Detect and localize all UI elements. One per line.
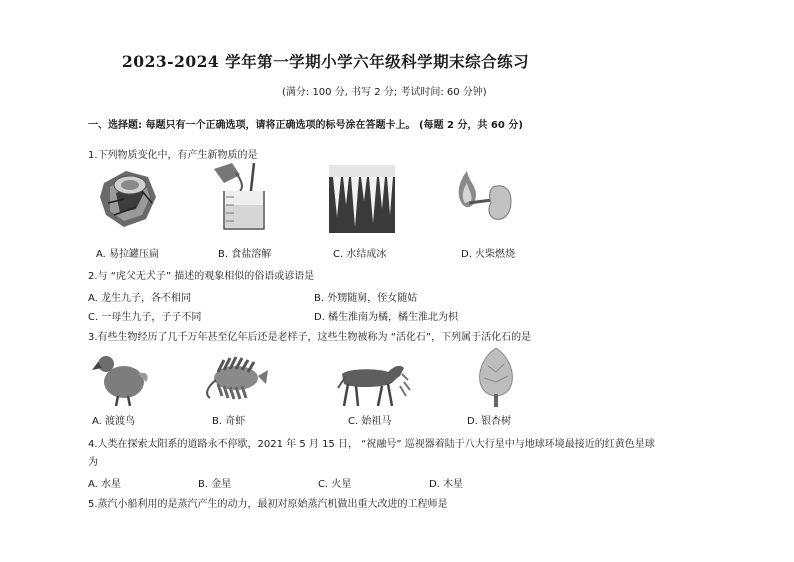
question-2-stem: 2.与 “虎父无犬子” 描述的观象相似的俗语或谚语是	[88, 271, 315, 282]
q2-option-a: A. 龙生九子，各不相同	[88, 293, 192, 304]
q3-option-d: D. 银杏树	[467, 416, 512, 427]
q2-option-c: C. 一母生九子，子子不同	[88, 312, 202, 323]
question-5-stem: 5.蒸汽小船利用的是蒸汽产生的动力，最初对原始蒸汽机做出重大改进的工程师是	[88, 499, 448, 510]
q1-option-d: D. 火柴燃烧	[461, 249, 516, 260]
q4-option-c: C. 火星	[318, 479, 352, 490]
exam-info: (满分: 100 分, 书写 2 分; 考试时间: 60 分钟)	[282, 87, 487, 98]
question-3-stem: 3.有些生物经历了几千万年甚至亿年后还是老样子，这些生物被称为 “活化石”，下列属于活化石的是	[88, 332, 532, 343]
question-4-stem: 4.人类在探索太阳系的道路永不停歇，2021 年 5 月 15 日， “祝融号” 巡视器着陆于八大行星中与地球环境最接近的红黄色星球	[88, 439, 655, 450]
page-title: 2023-2024 学年第一学期小学六年级科学期末综合练习	[122, 52, 530, 71]
dodo-bird-icon	[92, 346, 152, 408]
crushed-can-icon	[96, 163, 162, 233]
q3-option-b: B. 奇虾	[212, 416, 246, 427]
salt-dissolving-icon	[210, 161, 272, 233]
q1-option-b: B. 食盐溶解	[218, 249, 272, 260]
question-4-stem-cont: 为	[88, 457, 98, 468]
q2-option-d: D. 橘生淮南为橘，橘生淮北为枳	[314, 312, 459, 323]
q4-option-b: B. 金星	[198, 479, 232, 490]
burning-match-icon	[449, 165, 515, 229]
anomalocaris-icon	[200, 352, 268, 406]
q2-option-b: B. 外甥随舅，侄女随姑	[314, 293, 418, 304]
q3-option-a: A. 渡渡鸟	[92, 416, 136, 427]
question-1-stem: 1.下列物质变化中，有产生新物质的是	[88, 150, 258, 161]
q4-option-a: A. 水星	[88, 479, 122, 490]
q1-option-a: A. 易拉罐压扁	[96, 249, 160, 260]
icicles-icon	[329, 165, 395, 233]
q4-option-d: D. 木星	[429, 479, 464, 490]
eohippus-icon	[328, 356, 414, 408]
q3-option-c: C. 始祖马	[348, 416, 392, 427]
section-heading: 一、选择题: 每题只有一个正确选项，请将正确选项的标号涂在答题卡上。 (每题 2 分，共 60 分)	[88, 120, 523, 131]
ginkgo-tree-icon	[474, 346, 518, 408]
q1-option-c: C. 水结成冰	[333, 249, 387, 260]
